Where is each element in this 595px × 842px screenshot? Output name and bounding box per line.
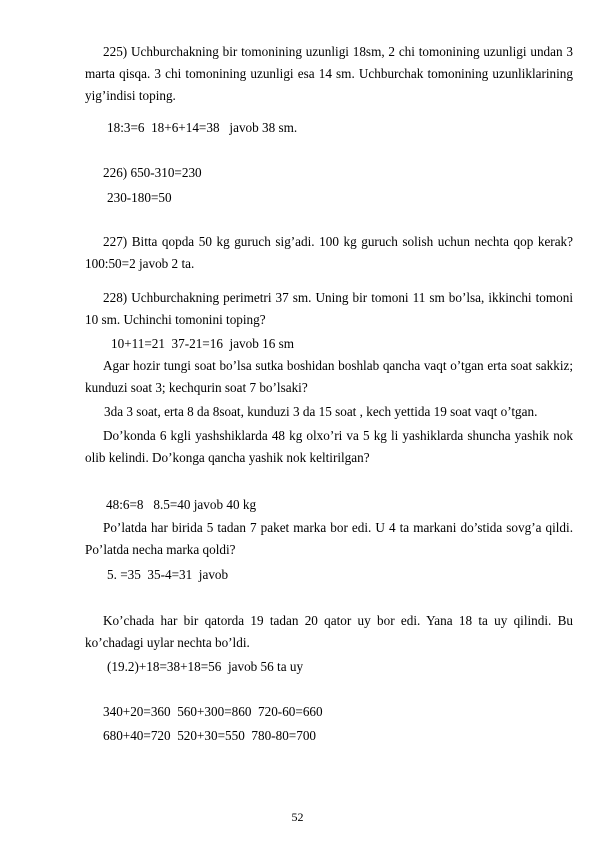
arithmetic-line-1: 340+20=360 560+300=860 720-60=660 [103,704,323,719]
problem-228-solution: 10+11=21 37-21=16 javob 16 sm [111,336,294,351]
houses-problem-solution: (19.2)+18=38+18=56 javob 56 ta uy [107,659,304,674]
stamps-problem-solution: 5. =35 35-4=31 javob [107,567,229,582]
store-problem-text: Do’konda 6 kgli yashshiklarda 48 kg olxo’ri va 5 kg li yashiklarda shuncha yashik nok olib kelindi. Do’konga qancha yashik nok keltirilgan? [85,428,573,465]
time-problem-text: Agar hozir tungi soat bo’lsa sutka boshidan boshlab qancha vaqt o’tgan erta soat sakkiz; kunduzi soat 3; kechqurin soat 7 bo’lsaki? [85,358,573,395]
page-number: 52 [291,810,304,824]
problem-225-solution: 18:3=6 18+6+14=38 javob 38 sm. [107,120,298,135]
problem-226-line-2: 230-180=50 [107,190,172,205]
houses-problem-text: Ko’chada har bir qatorda 19 tadan 20 qator uy bor edi. Yana 18 ta uy qilindi. Bu ko’chadagi uylar nechta bo’ldi. [85,613,573,650]
problem-225-text: 225) Uchburchakning bir tomonining uzunligi 18sm, 2 chi tomonining uzunligi undan 3 marta qisqa. 3 chi tomonining uzunligi esa 14 sm. Uchburchak tomonining uzunliklarining yig’indisi toping. [85,44,573,103]
problem-227-text: 227) Bitta qopda 50 kg guruch sig’adi. 100 kg guruch solish uchun nechta qop kerak? 100:50=2 javob 2 ta. [85,234,573,271]
time-problem-solution: 3da 3 soat, erta 8 da 8soat, kunduzi 3 da 15 soat , kech yettida 19 soat vaqt o’tgan. [104,404,538,419]
store-problem-solution: 48:6=8 8.5=40 javob 40 kg [106,497,257,512]
problem-228-text: 228) Uchburchakning perimetri 37 sm. Uning bir tomoni 11 sm bo’lsa, ikkinchi tomoni 10 sm. Uchinchi tomonini toping? [85,290,573,327]
problem-226-line-1: 226) 650-310=230 [103,165,202,180]
arithmetic-line-2: 680+40=720 520+30=550 780-80=700 [103,728,317,743]
stamps-problem-text: Po’latda har birida 5 tadan 7 paket marka bor edi. U 4 ta markani do’stida sovg’a qildi. Po’latda necha marka qoldi? [85,520,573,557]
